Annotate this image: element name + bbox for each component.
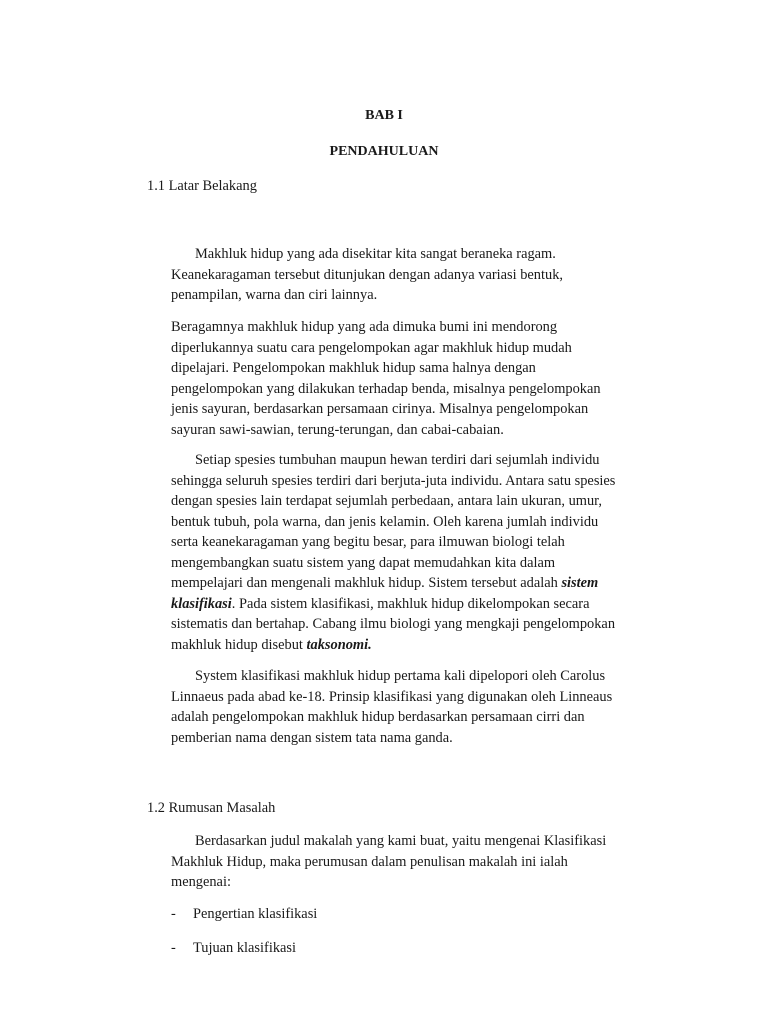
paragraph-1 <box>171 244 671 306</box>
paragraph-line: pengelompokan yang dilakukan terhadap benda, misalnya pengelompokan <box>171 380 601 397</box>
paragraph-line: Makhluk hidup yang ada disekitar kita sangat beraneka ragam. <box>195 246 556 262</box>
section-heading-rumusan-masalah: 1.2 Rumusan Masalah <box>147 800 276 816</box>
paragraph-line: dipelajari. Pengelompokan makhluk hidup sama halnya dengan <box>171 360 536 376</box>
paragraph-line: mengembangkan suatu sistem yang dapat memudahkan kita dalam <box>171 554 556 571</box>
list-item <box>171 906 317 923</box>
paragraph-line <box>171 573 671 594</box>
paragraph-text: . Pada sistem klasifikasi, makhluk hidup dikelompokan secara <box>231 595 590 612</box>
emphasis-klasifikasi: klasifikasi <box>171 595 232 612</box>
paragraph-line: diperlukannya suatu cara pengelompokan agar makhluk hidup mudah <box>171 339 572 356</box>
list-item <box>171 940 296 957</box>
paragraph-line: serta keanekaragaman yang begitu besar, para ilmuwan biologi telah <box>171 534 565 550</box>
paragraph-line: sistematis dan bertahap. Cabang ilmu biologi yang mengkaji pengelompokan <box>171 616 616 632</box>
paragraph-line: sayuran sawi-sawian, terung-terungan, dan cabai-cabaian. <box>171 421 504 438</box>
section-heading-latar-belakang: 1.1 Latar Belakang <box>147 178 257 194</box>
list-dash: - <box>171 940 176 956</box>
paragraph-text: mempelajari dan mengenali makhluk hidup. Sistem tersebut adalah <box>171 575 562 591</box>
list-item-text: Tujuan klasifikasi <box>193 940 297 956</box>
paragraph-line: Setiap spesies tumbuhan maupun hewan terdiri dari sejumlah individu <box>195 452 600 468</box>
paragraph-4 <box>171 666 671 748</box>
paragraph-line: Keanekaragaman tersebut ditunjukan dengan adanya variasi bentuk, <box>171 266 563 283</box>
chapter-title: PENDAHULUAN <box>329 144 439 159</box>
paragraph-line: sehingga seluruh spesies terdiri dari berjuta-juta individu. Antara satu spesies <box>171 472 616 489</box>
paragraph-line: bentuk tubuh, pola warna, dan jenis kelamin. Oleh karena jumlah individu <box>171 513 599 530</box>
chapter-number: BAB I <box>365 108 403 123</box>
paragraph-line: penampilan, warna dan ciri lainnya. <box>171 287 378 303</box>
paragraph-line <box>171 635 671 656</box>
paragraph-line: Beragamnya makhluk hidup yang ada dimuka bumi ini mendorong <box>171 319 558 335</box>
paragraph-line: System klasifikasi makhluk hidup pertama kali dipelopori oleh Carolus <box>195 668 606 684</box>
paragraph-line: Berdasarkan judul makalah yang kami buat, yaitu mengenai Klasifikasi <box>195 833 607 849</box>
paragraph-2 <box>171 317 671 440</box>
paragraph-line <box>171 594 671 615</box>
paragraph-line: adalah pengelompokan makhluk hidup berdasarkan persamaan cirri dan <box>171 709 585 725</box>
paragraph-line: pemberian nama dengan sistem tata nama ganda. <box>171 729 453 746</box>
paragraph-line: mengenai: <box>171 874 231 890</box>
paragraph-3 <box>171 450 671 655</box>
paragraph-line: Linnaeus pada abad ke-18. Prinsip klasifikasi yang digunakan oleh Linneaus <box>171 688 613 705</box>
paragraph-line: Makhluk Hidup, maka perumusan dalam penulisan makalah ini ialah <box>171 853 568 870</box>
paragraph-line: dengan spesies lain terdapat sejumlah perbedaan, antara lain ukuran, umur, <box>171 493 602 509</box>
emphasis-taksonomi: taksonomi. <box>306 636 372 653</box>
list-dash: - <box>171 906 176 922</box>
paragraph-5 <box>171 831 671 893</box>
list-item-text: Pengertian klasifikasi <box>193 906 318 922</box>
paragraph-line: jenis sayuran, berdasarkan persamaan cirinya. Misalnya pengelompokan <box>171 401 589 417</box>
emphasis-sistem: sistem <box>561 575 599 591</box>
paragraph-text: makhluk hidup disebut <box>171 636 307 653</box>
